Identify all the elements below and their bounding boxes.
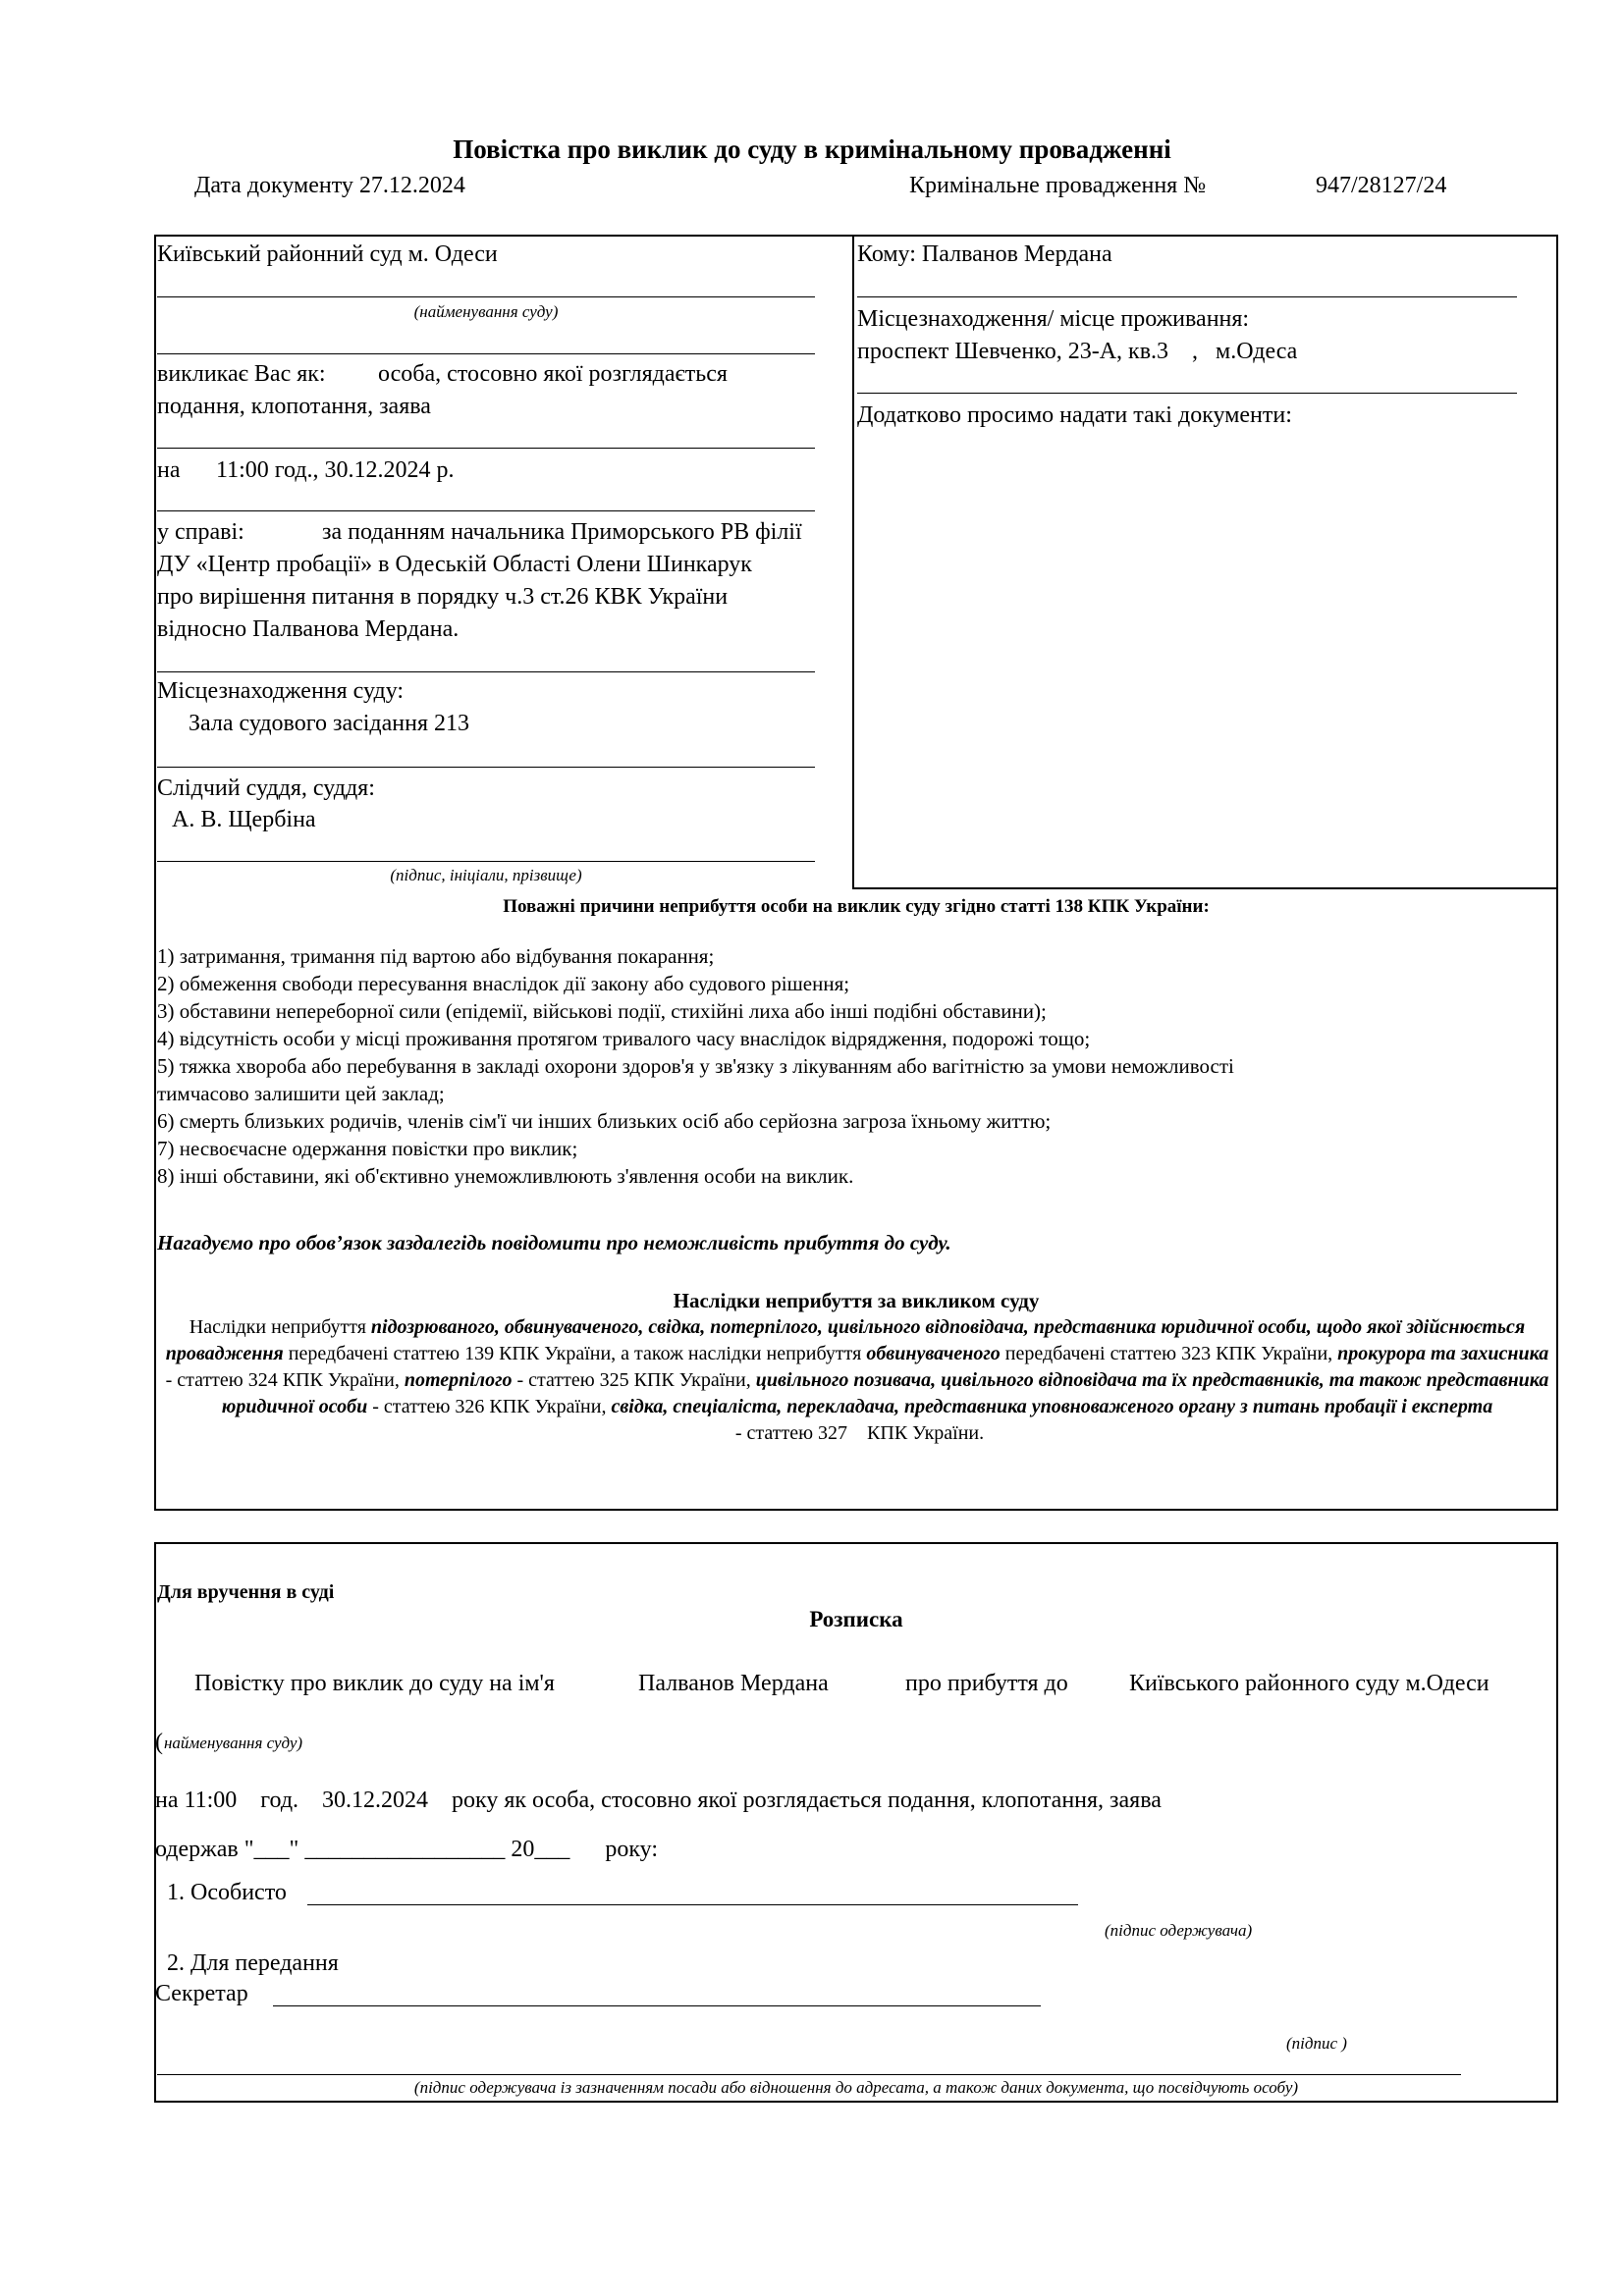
court-location-label: Місцезнаходження суду:: [157, 678, 405, 704]
secretary-label: Секретар: [155, 1981, 248, 2006]
court-paren: (: [155, 1730, 163, 1755]
receipt-recipient-name: Палванов Мердана: [638, 1671, 829, 1696]
court-caption: (найменування суду): [413, 302, 559, 321]
personal-signature-line: [307, 1904, 1078, 1905]
column-divider: [852, 235, 854, 887]
receipt-received-line: одержав "___" _________________ 20___ року:: [155, 1837, 659, 1862]
case-description-line-1: за поданням начальника Приморського РВ філії: [322, 519, 802, 545]
receipt-line1-text: Повістку про виклик до суду на ім'я: [194, 1671, 555, 1696]
for-court-label: Для вручення в суді: [157, 1581, 335, 1603]
address-label: Місцезнаходження/ місце проживання:: [857, 306, 1250, 332]
reminder-text: Нагадуємо про обов’язок заздалегідь повідомити про неможливість прибуття до суду.: [157, 1231, 951, 1255]
reason-item: 1) затримання, тримання під вартою або відбування покарання;: [157, 944, 715, 968]
reasons-top-border: [852, 887, 1558, 889]
case-prefix: у справі:: [157, 519, 244, 545]
secretary-signature-line: [273, 2005, 1041, 2006]
receipt-court-name: Київського районного суду м.Одеси: [1129, 1671, 1489, 1696]
case-description-line-4: відносно Палванова Мердана.: [157, 616, 460, 642]
summons-role-line-1: особа, стосовно якої розглядається: [378, 361, 728, 387]
reason-item: 4) відсутність особи у місці проживання протягом тривалого часу внаслідок відрядження, подорожі тощо;: [157, 1027, 1091, 1050]
secretary-signature-caption: (підпис ): [1286, 2034, 1347, 2053]
documents-label: Додатково просимо надати такі документи:: [857, 402, 1292, 428]
reasons-list: [157, 942, 1551, 1190]
case-description-line-3: про вирішення питання в порядку ч.3 ст.26 КВК України: [157, 584, 729, 610]
reason-item: 8) інші обставини, які об'єктивно унеможливлюють з'явлення особи на виклик.: [157, 1164, 854, 1188]
receipt-court-caption: найменування суду): [164, 1734, 303, 1752]
summons-prefix: викликає Вас як:: [157, 361, 326, 387]
receipt-title: Розписка: [809, 1607, 903, 1631]
receipt-arrival-text: про прибуття до: [905, 1671, 1068, 1696]
court-location-value: Зала судового засідання 213: [189, 711, 470, 736]
reason-item: 7) несвоєчасне одержання повістки про виклик;: [157, 1137, 578, 1160]
bottom-signature-caption: (підпис одержувача із зазначенням посади або відношення до адресата, а також даних документа, що посвідчують особу): [413, 2078, 1299, 2097]
recipient: Кому: Палванов Мердана: [857, 241, 1112, 267]
receipt-hearing-line: на 11:00 год. 30.12.2024 року як особа, стосовно якої розглядається подання, клопотання, заява: [155, 1788, 1162, 1813]
consequences-title: Наслідки неприбуття за викликом суду: [673, 1289, 1040, 1312]
reason-item: 5) тяжка хвороба або перебування в закладі охорони здоров'я у зв'язку з лікуванням або вагітністю за умови неможливості: [157, 1054, 1234, 1078]
case-number: 947/28127/24: [1316, 173, 1447, 198]
hearing-time: 11:00 год., 30.12.2024 р.: [216, 457, 455, 483]
judge-label: Слідчий суддя, суддя:: [157, 775, 375, 801]
reason-item: 2) обмеження свободи пересування внаслідок дії закону або судового рішення;: [157, 972, 850, 995]
reason-item: 3) обставини непереборної сили (епідемії, військові події, стихійні лиха або інші подібні обставини);: [157, 999, 1047, 1023]
address-value: проспект Шевченко, 23-А, кв.3 , м.Одеса: [857, 339, 1298, 364]
time-prefix: на: [157, 457, 181, 483]
reason-item: тимчасово залишити цей заклад;: [157, 1082, 445, 1105]
receipt-item-transfer: 2. Для передання: [167, 1950, 339, 1976]
case-label: Кримінальне провадження №: [909, 173, 1207, 198]
bottom-signature-line: [157, 2074, 1461, 2075]
court-name: Київський районний суд м. Одеси: [157, 241, 498, 267]
receipt-item-personal: 1. Особисто: [167, 1880, 287, 1905]
reason-item: 6) смерть близьких родичів, членів сім'ї чи інших близьких осіб або серйозна загроза їхньому життю;: [157, 1109, 1052, 1133]
signature-caption: (підпис, ініціали, прізвище): [390, 866, 582, 884]
document-date: Дата документу 27.12.2024: [194, 173, 465, 198]
reasons-title: Поважні причини неприбуття особи на виклик суду згідно статті 138 КПК України:: [503, 896, 1210, 917]
recipient-signature-caption: (підпис одержувача): [1105, 1921, 1253, 1940]
case-description-line-2: ДУ «Центр пробації» в Одеській Області Олени Шинкарук: [157, 552, 752, 577]
summons-role-line-2: подання, клопотання, заява: [157, 394, 431, 419]
document-title: Повістка про виклик до суду в кримінальному провадженні: [453, 134, 1171, 164]
consequences-text: Наслідки неприбуття підозрюваного, обвинуваченого, свідка, потерпілого, цивільного відповідача, представника юридичної особи, щодо якої здійснюється провадження передбачені статтею 139 КПК України, а також наслідки неприбуття обвинуваченого передбачені статтею 323 КПК України, прокурора та захисника - статтею 324 КПК України, потерпілого - статтею 325 КПК України, цивільного позивача, цивільного відповідача та їх представників, та також представника юридичної особи - статтею 326 КПК України, свідка, спеціаліста, перекладача, представника уповноваженого органу з питань пробації і експерта - статтею 327 КПК України.: [165, 1316, 1549, 1444]
judge-name: А. В. Щербіна: [172, 807, 316, 832]
